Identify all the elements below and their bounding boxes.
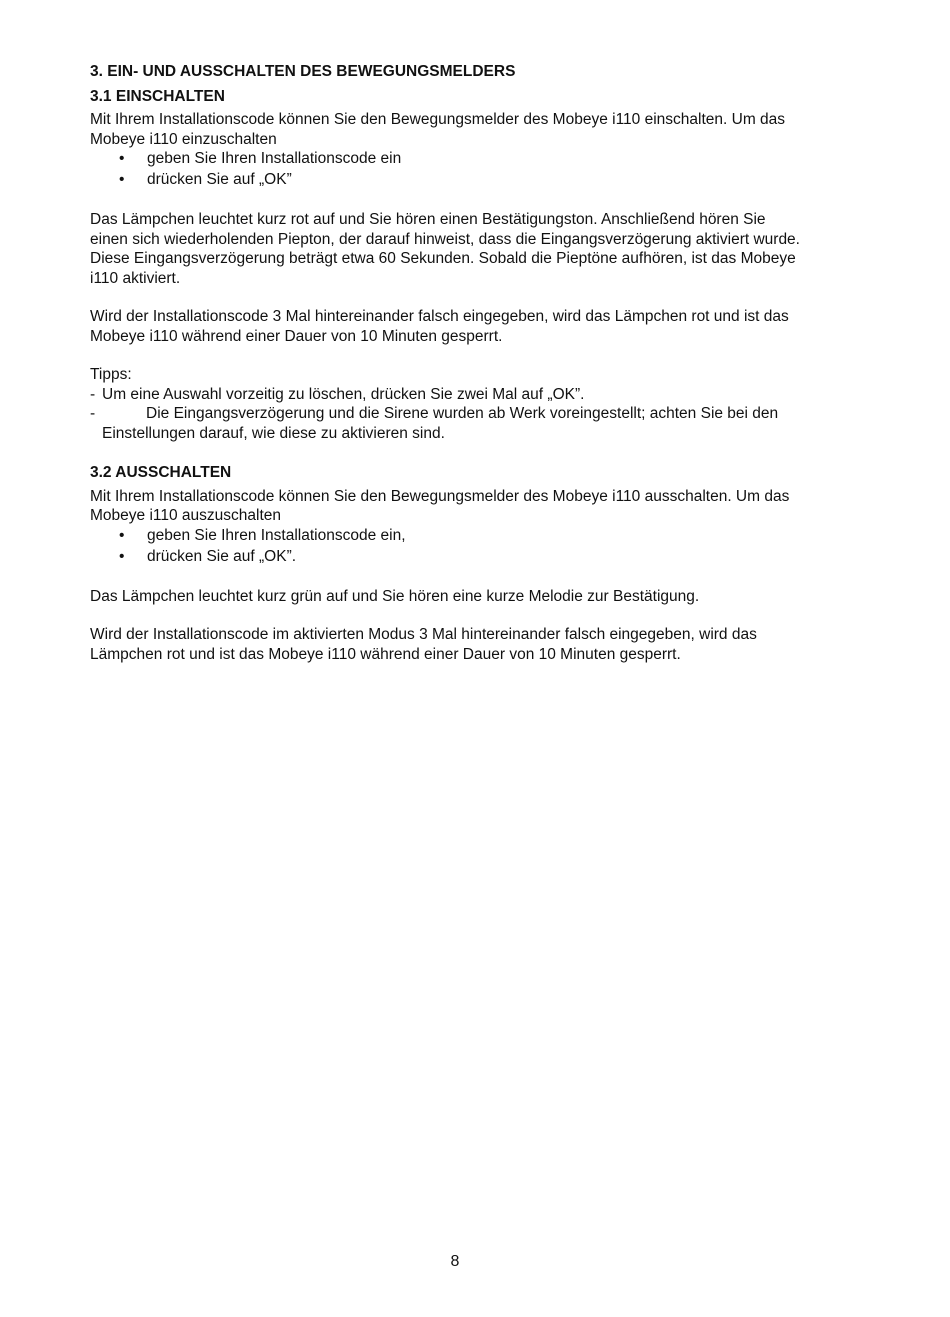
tip-continuation: Einstellungen darauf, wie diese zu aktivieren sind.: [102, 424, 445, 442]
ausschalten-lockout-paragraph: [90, 625, 880, 664]
text-line: Das Lämpchen leuchtet kurz rot auf und Sie hören einen Bestätigungston. Anschließend hören Sie: [90, 211, 766, 228]
list-item-text: geben Sie Ihren Installationscode ein: [147, 150, 402, 167]
tips-label: Tipps:: [90, 366, 132, 383]
bullet-icon: •: [119, 526, 125, 544]
dash-marker: -: [90, 385, 96, 403]
bullet-icon: •: [119, 547, 125, 565]
list-item: [90, 170, 880, 191]
ausschalten-steps-list: [90, 526, 880, 568]
ausschalten-intro-line-1: Mit Ihrem Installationscode können Sie den Bewegungsmelder des Mobeye i110 ausschalten. Um das: [90, 487, 790, 505]
subsection-heading-einschalten: 3.1 EINSCHALTEN: [90, 87, 225, 105]
einschalten-steps-list: [90, 149, 880, 191]
list-item-text: geben Sie Ihren Installationscode ein,: [147, 526, 406, 544]
tip-item: [90, 404, 880, 424]
einschalten-intro-line-1: Mit Ihrem Installationscode können Sie den Bewegungsmelder des Mobeye i110 einschalten. Um das: [90, 111, 786, 128]
ausschalten-intro: [90, 487, 880, 526]
document-page: [90, 62, 880, 664]
tip-text: Um eine Auswahl vorzeitig zu löschen, drücken Sie zwei Mal auf „OK”.: [102, 385, 585, 403]
text-line: Wird der Installationscode 3 Mal hintereinander falsch eingegeben, wird das Lämpchen rot und ist das: [90, 308, 789, 325]
einschalten-intro-line-2: Mobeye i110 einzuschalten: [90, 130, 277, 148]
list-item-text: drücken Sie auf „OK”: [147, 171, 292, 188]
tip-item: [90, 385, 880, 405]
ausschalten-confirmation-paragraph: Das Lämpchen leuchtet kurz grün auf und Sie hören eine kurze Melodie zur Bestätigung.: [90, 587, 700, 605]
einschalten-lockout-paragraph: [90, 307, 880, 346]
list-item: [90, 526, 880, 547]
einschalten-intro: [90, 110, 880, 149]
list-item-text: drücken Sie auf „OK”.: [147, 547, 297, 565]
bullet-icon: •: [119, 150, 125, 167]
subsection-heading-ausschalten: 3.2 AUSSCHALTEN: [90, 464, 232, 481]
text-line: einen sich wiederholenden Piepton, der darauf hinweist, dass die Eingangsverzögerung aktiviert wurde.: [90, 230, 800, 248]
einschalten-confirmation-paragraph: [90, 210, 880, 288]
tips-block: [90, 365, 880, 443]
ausschalten-intro-line-2: Mobeye i110 auszuschalten: [90, 507, 282, 524]
tip-text: Die Eingangsverzögerung und die Sirene wurden ab Werk voreingestellt; achten Sie bei den: [146, 405, 779, 422]
text-line: Diese Eingangsverzögerung beträgt etwa 60 Sekunden. Sobald die Pieptöne aufhören, ist das Mobeye: [90, 250, 796, 267]
page-number: 8: [450, 1253, 460, 1270]
list-item: [90, 547, 880, 568]
bullet-icon: •: [119, 171, 125, 188]
section-heading: 3. EIN- UND AUSSCHALTEN DES BEWEGUNGSMELDERS: [90, 63, 516, 80]
text-line: Lämpchen rot und ist das Mobeye i110 während einer Dauer von 10 Minuten gesperrt.: [90, 645, 681, 663]
list-item: [90, 149, 880, 170]
text-line: Wird der Installationscode im aktivierten Modus 3 Mal hintereinander falsch eingegeben, wird das: [90, 626, 757, 643]
dash-marker: -: [90, 405, 96, 422]
text-line: i110 aktiviert.: [90, 269, 181, 287]
text-line: Mobeye i110 während einer Dauer von 10 Minuten gesperrt.: [90, 327, 503, 345]
